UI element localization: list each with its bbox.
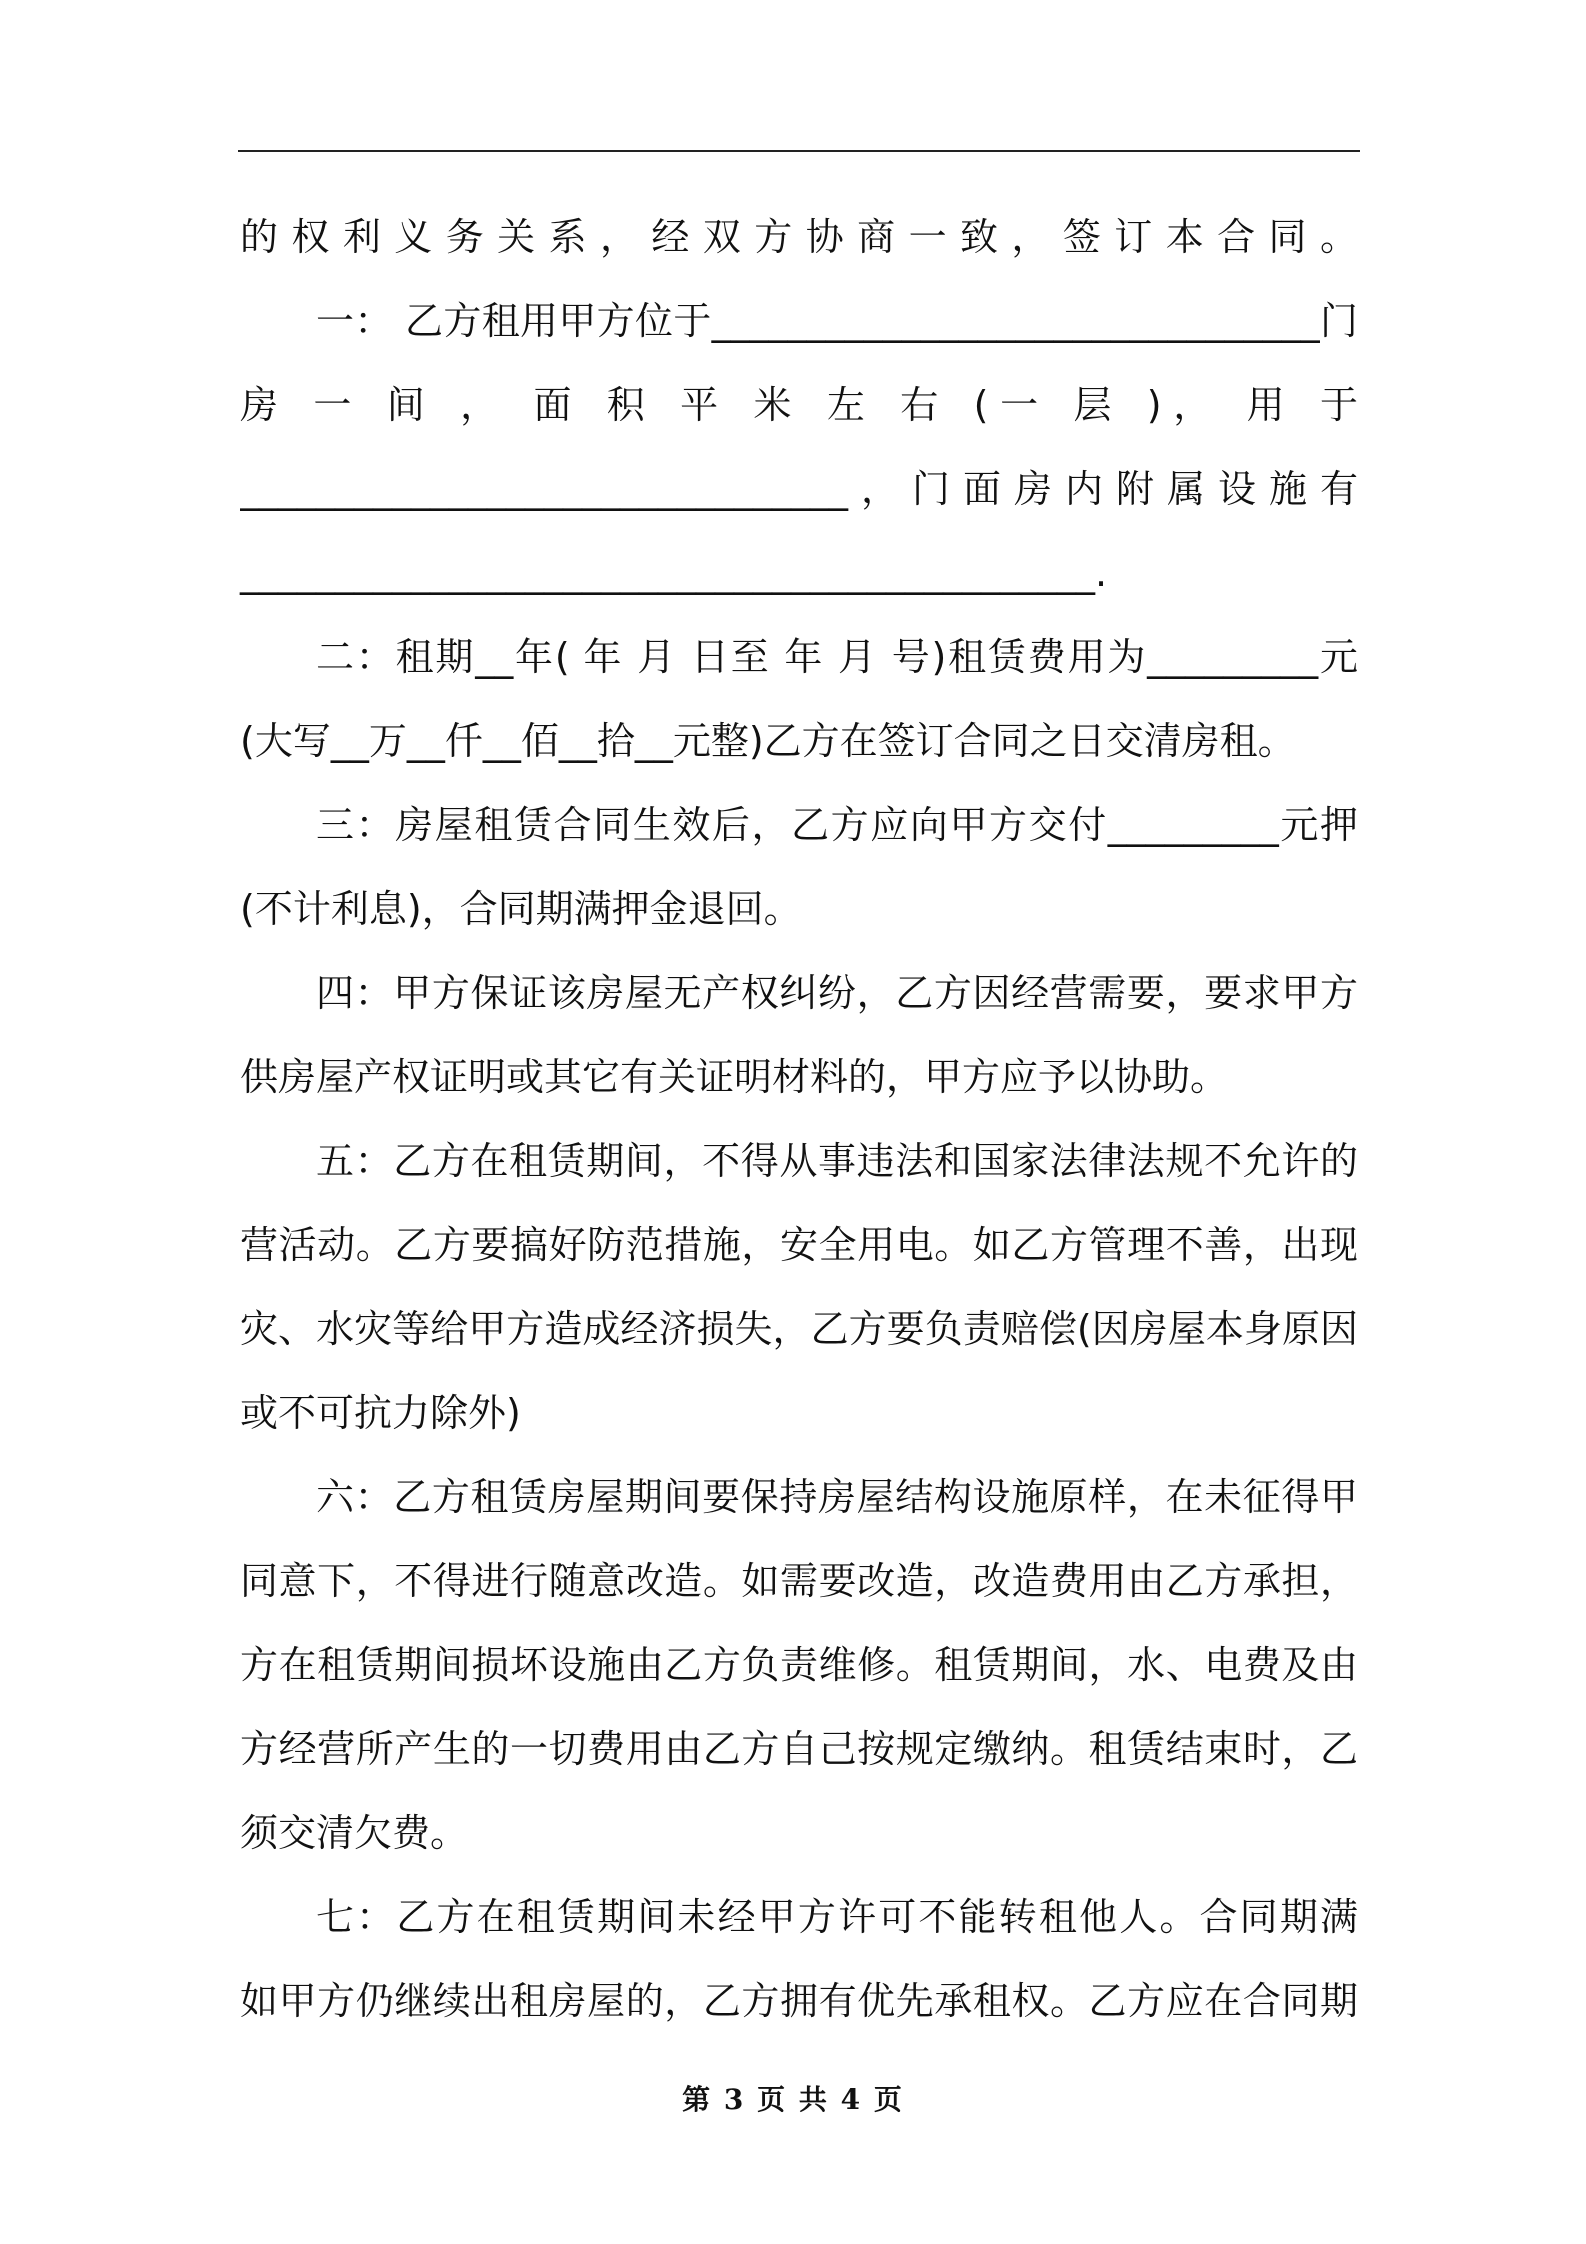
clause-6-line: 方经营所产生的一切费用由乙方自己按规定缴纳。租赁结束时，乙 (240, 1727, 1358, 1771)
clause-6-line: 须交清欠费。 (240, 1811, 469, 1855)
contract-body (240, 195, 1358, 2043)
clause-1-line: _____________________________________________. (240, 551, 1108, 595)
clause-5-line: 灾、水灾等给甲方造成经济损失，乙方要负责赔偿(因房屋本身原因 (240, 1307, 1358, 1351)
clause-2-line: 二：租期__年( 年 月 日至 年 月 号)租赁费用为_________元 (316, 635, 1358, 679)
clause-7-line: 如甲方仍继续出租房屋的，乙方拥有优先承租权。乙方应在合同期 (240, 1979, 1358, 2023)
clause-4-line: 供房屋产权证明或其它有关证明材料的，甲方应予以协助。 (240, 1055, 1229, 1099)
text-line: 的权利义务关系，经双方协商一致，签订本合同。 (240, 215, 1358, 259)
clause-5-line: 五：乙方在租赁期间，不得从事违法和国家法律法规不允许的 (316, 1139, 1358, 1183)
page-number: 第 3 页 共 4 页 (682, 2083, 904, 2116)
clause-7-line: 七：乙方在租赁期间未经甲方许可不能转租他人。合同期满 (316, 1895, 1358, 1939)
clause-1-line: 房 一 间 ， 面 积 平 米 左 右 (一 层 )， 用 于 (240, 383, 1358, 427)
header-rule (238, 150, 1360, 152)
clause-6-line: 方在租赁期间损坏设施由乙方负责维修。租赁期间，水、电费及由 (240, 1643, 1358, 1687)
clause-5-line: 营活动。乙方要搞好防范措施，安全用电。如乙方管理不善，出现 (240, 1223, 1358, 1267)
clause-1-line: ________________________________，门面房内附属设施有 (240, 467, 1358, 511)
clause-3-line: 三：房屋租赁合同生效后，乙方应向甲方交付_________元押 (316, 803, 1358, 847)
clause-6-line: 同意下，不得进行随意改造。如需要改造，改造费用由乙方承担， (240, 1559, 1358, 1603)
clause-1-line: 一： 乙方租用甲方位于________________________________门 (316, 299, 1358, 343)
clause-6-line: 六：乙方租赁房屋期间要保持房屋结构设施原样，在未征得甲 (316, 1475, 1358, 1519)
clause-3-line: (不计利息)，合同期满押金退回。 (240, 887, 802, 931)
clause-2-line: (大写__万__仟__佰__拾__元整)乙方在签订合同之日交清房租。 (240, 719, 1296, 763)
clause-5-line: 或不可抗力除外) (240, 1391, 521, 1435)
clause-4-line: 四：甲方保证该房屋无产权纠纷，乙方因经营需要，要求甲方 (316, 971, 1358, 1015)
